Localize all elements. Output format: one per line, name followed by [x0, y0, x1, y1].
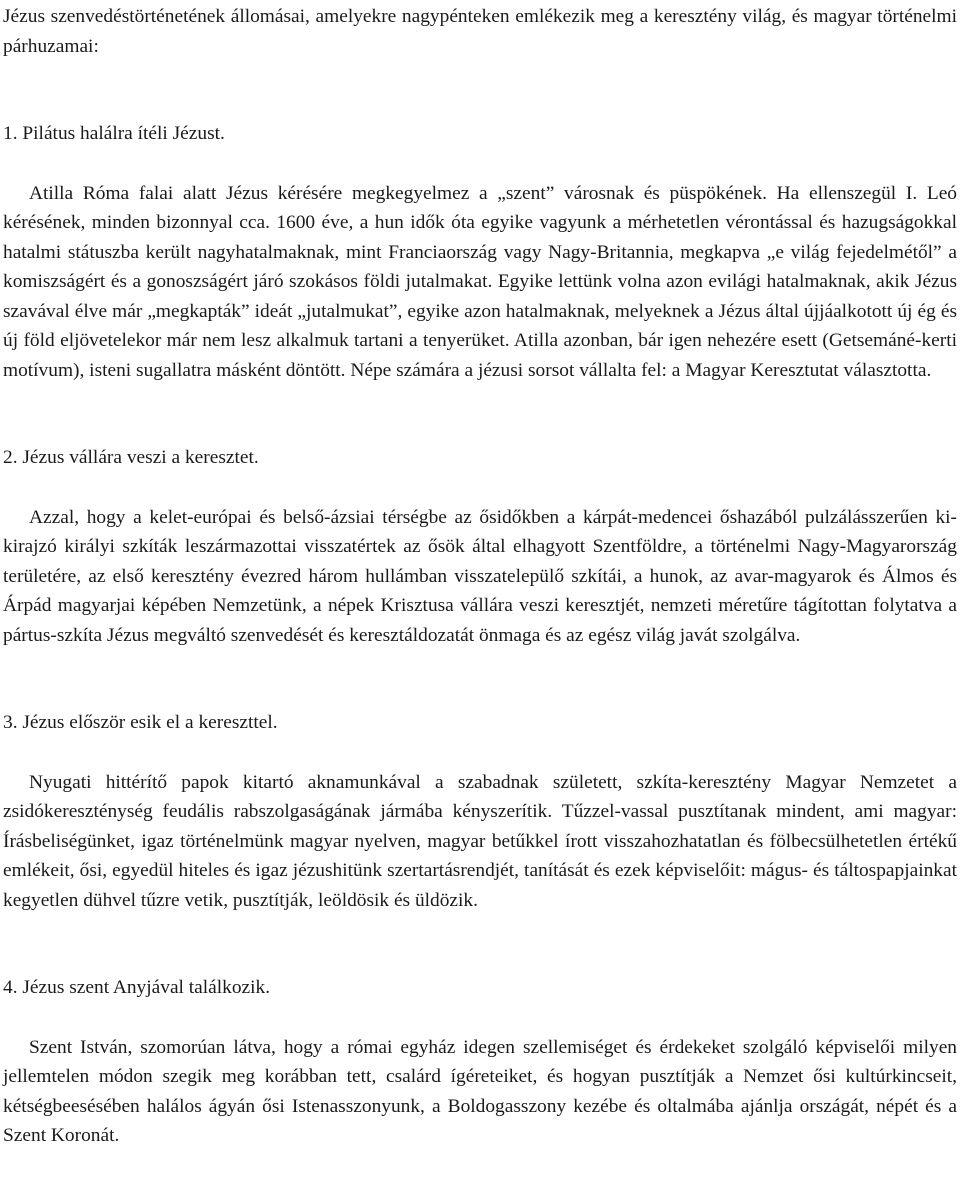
section-body-3: Nyugati hittérítő papok kitartó aknamunkával a szabadnak született, szkíta-keresztény Magyar Nemzetet a zsidókereszténység feudális rabszolgaságának jármába kényszerítik. Tűzzel-vassal pusztítanak mindent, ami magyar: Írásbeliségünket, igaz történelmünk magyar nyelven, magyar betűkkel írott visszahozhatatlan és fölbecsülhetetlen értékű emlékeit, ősi, egyedül hiteles és igaz jézushitünk szertartásrendjét, tanítását és ezek képviselőit: mágus- és táltospapjainkat kegyetlen dühvel tűzre vetik, pusztítják, leöldösik és üldözik.: [3, 771, 957, 911]
section-heading-2: 2. Jézus vállára veszi a keresztet.: [3, 447, 259, 468]
section-body-2: Azzal, hogy a kelet-európai és belső-ázsiai térségbe az ősidőkben a kárpát-medencei őshazából pulzálásszerűen ki-kirajzó királyi szkíták leszármazottai visszatértek az ősök által elhagyott Szentföldre, a történelmi Nagy-Magyarország területére, az első keresztény évezred három hullámban visszatelepülő szkítái, a hunok, az avar-magyarok és Álmos és Árpád magyarjai képében Nemzetünk, a népek Krisztusa vállára veszi keresztjét, nemzeti méretűre tágítottan folytatva a pártus-szkíta Jézus megváltó szenvedését és keresztáldozatát önmaga és az egész világ javát szolgálva.: [3, 506, 957, 646]
section-heading-1: 1. Pilátus halálra ítéli Jézust.: [3, 123, 225, 144]
section-body-1: Atilla Róma falai alatt Jézus kérésére megkegyelmez a „szent” városnak és püspökének. Ha ellenszegül I. Leó kérésének, minden bizonnyal cca. 1600 éve, a hun idők óta egyike vagyunk a mérhetetlen vérontással és hazugságokkal hatalmi státuszba került nagyhatalmaknak, mint Franciaország vagy Nagy-Britannia, megkapva „e világ fejedelmétől” a komiszságért és a gonoszságért járó szokásos földi jutalmakat. Egyike lettünk volna azon evilági hatalmaknak, akik Jézus szavával élve már „megkapták” ideát „jutalmukat”, egyike azon hatalmaknak, melyeknek a Jézus által újjáalkotott új ég és új föld eljövetelekor már nem lesz alkalmuk tartani a tenyerüket. Atilla azonban, bár igen nehezére esett (Getsemáné-kerti motívum), isteni sugallatra másként döntött. Népe számára a jézusi sorsot vállalta fel: a Magyar Keresztutat választotta.: [3, 182, 957, 381]
section-heading-3: 3. Jézus először esik el a kereszttel.: [3, 712, 278, 733]
section-heading-4: 4. Jézus szent Anyjával találkozik.: [3, 977, 271, 998]
section-body-4: Szent István, szomorúan látva, hogy a római egyház idegen szellemiséget és érdekeket szolgáló képviselői milyen jellemtelen módon szegik meg korábban tett, csalárd ígéreteiket, és hogyan pusztítják a Nemzet ősi kultúrkincseit, kétségbeesésében halálos ágyán ősi Istenasszonyunk, a Boldogasszony kezébe és oltalmába ajánlja országát, népét és a Szent Koronát.: [3, 1036, 957, 1146]
intro-paragraph: Jézus szenvedéstörténetének állomásai, amelyekre nagypénteken emlékezik meg a keresztény világ, és magyar történelmi párhuzamai:: [3, 6, 957, 57]
document-page: [3, 0, 957, 1151]
